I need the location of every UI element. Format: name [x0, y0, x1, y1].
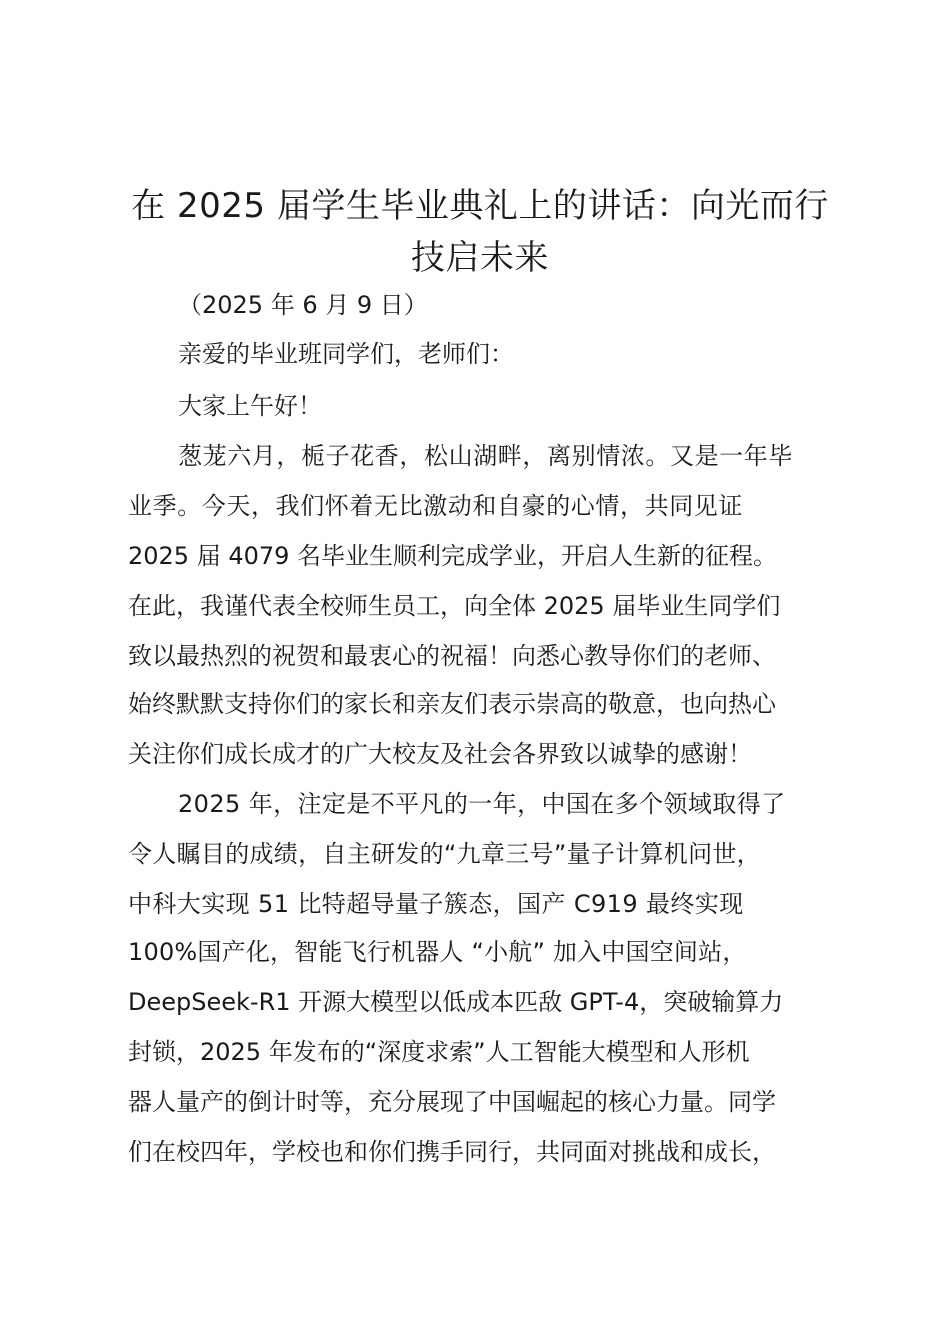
document-title-line-2: 技启未来 [411, 238, 549, 278]
paragraph-2-line: 们在校四年，学校也和你们携手同行，共同面对挑战和成长， [128, 1138, 776, 1166]
paragraph-1-line: 关注你们成长成才的广大校友及社会各界致以诚挚的感谢！ [128, 740, 752, 768]
paragraph-2-line: 器人量产的倒计时等，充分展现了中国崛起的核心力量。同学 [128, 1088, 776, 1116]
document-date: （2025 年 6 月 9 日） [178, 291, 428, 319]
paragraph-1-line: 始终默默支持你们的家长和亲友们表示崇高的敬意，也向热心 [128, 690, 776, 718]
paragraph-1-line: 葱茏六月，栀子花香，松山湖畔，离别情浓。又是一年毕 [178, 442, 793, 470]
paragraph-2-line: 令人瞩目的成绩，自主研发的“九章三号”量子计算机问世， [128, 840, 761, 868]
paragraph-2-line: 中科大实现 51 比特超导量子簇态，国产 C919 最终实现 [128, 890, 744, 918]
paragraph-2-line: DeepSeek-R1 开源大模型以低成本匹敌 GPT-4，突破输算力 [128, 988, 784, 1016]
paragraph-1-line: 2025 届 4079 名毕业生顺利完成学业，开启人生新的征程。 [128, 542, 778, 570]
salutation: 亲爱的毕业班同学们，老师们： [178, 340, 514, 368]
paragraph-2-line: 100%国产化，智能飞行机器人 “小航” 加入中国空间站， [128, 938, 747, 966]
greeting: 大家上午好！ [178, 392, 322, 420]
document-title-line-1: 在 2025 届学生毕业典礼上的讲话：向光而行 [131, 186, 829, 226]
paragraph-1-line: 致以最热烈的祝贺和最衷心的祝福！向悉心教导你们的老师、 [128, 642, 776, 670]
paragraph-1-line: 在此，我谨代表全校师生员工，向全体 2025 届毕业生同学们 [128, 592, 781, 620]
paragraph-2-line: 封锁，2025 年发布的“深度求索”人工智能大模型和人形机 [128, 1038, 750, 1066]
paragraph-2-line: 2025 年，注定是不平凡的一年，中国在多个领域取得了 [178, 790, 786, 818]
paragraph-1-line: 业季。今天，我们怀着无比激动和自豪的心情，共同见证 [128, 492, 743, 520]
